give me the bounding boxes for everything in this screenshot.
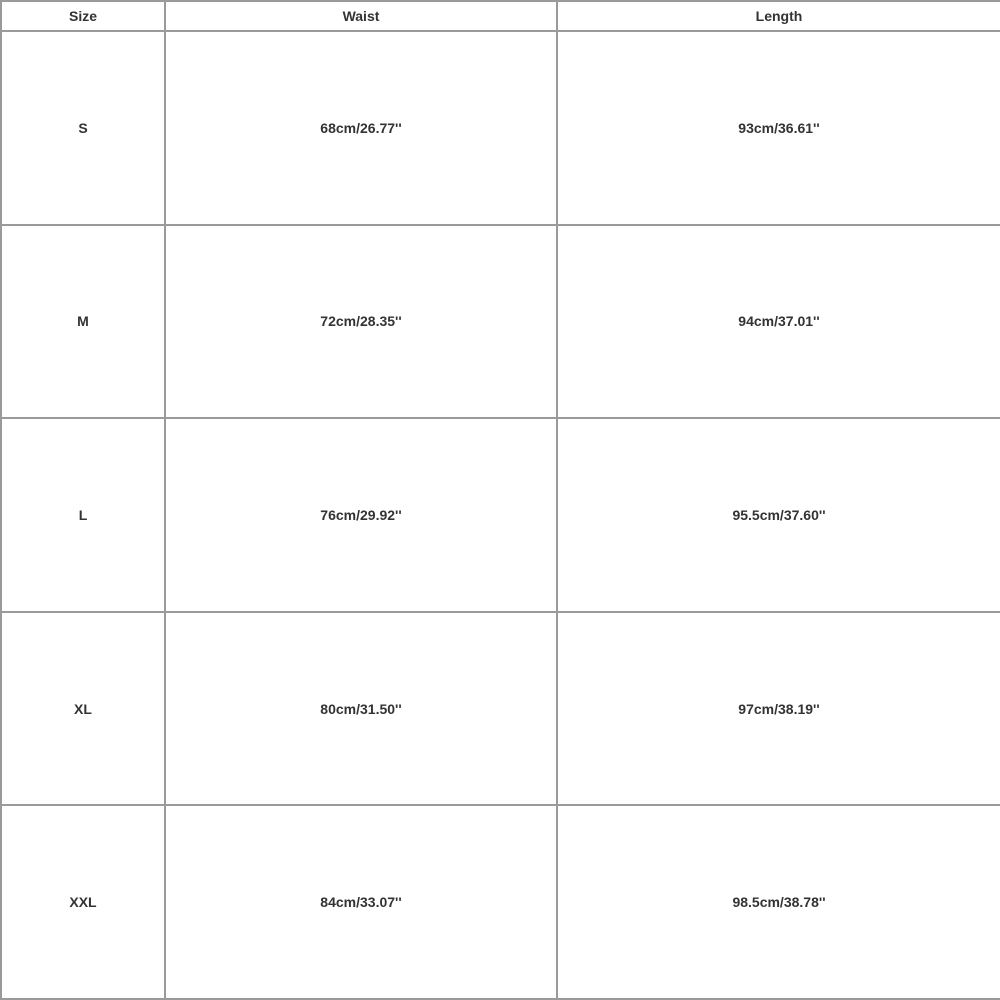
header-row: [1, 1, 1000, 31]
table-body: [1, 31, 1000, 999]
table-row: [1, 612, 1000, 806]
length-cell: 94cm/37.01'': [557, 225, 1000, 419]
table-row: [1, 225, 1000, 419]
size-cell: XXL: [1, 805, 165, 999]
length-cell: 93cm/36.61'': [557, 31, 1000, 225]
header-length: Length: [557, 1, 1000, 31]
size-cell: L: [1, 418, 165, 612]
size-cell: M: [1, 225, 165, 419]
waist-cell: 80cm/31.50'': [165, 612, 557, 806]
waist-cell: 72cm/28.35'': [165, 225, 557, 419]
waist-cell: 68cm/26.77'': [165, 31, 557, 225]
size-cell: S: [1, 31, 165, 225]
header-waist: Waist: [165, 1, 557, 31]
table-row: [1, 31, 1000, 225]
length-cell: 95.5cm/37.60'': [557, 418, 1000, 612]
waist-cell: 84cm/33.07'': [165, 805, 557, 999]
table-row: [1, 418, 1000, 612]
header-size: Size: [1, 1, 165, 31]
table-row: [1, 805, 1000, 999]
length-cell: 98.5cm/38.78'': [557, 805, 1000, 999]
table-header: [1, 1, 1000, 31]
length-cell: 97cm/38.19'': [557, 612, 1000, 806]
size-cell: XL: [1, 612, 165, 806]
waist-cell: 76cm/29.92'': [165, 418, 557, 612]
